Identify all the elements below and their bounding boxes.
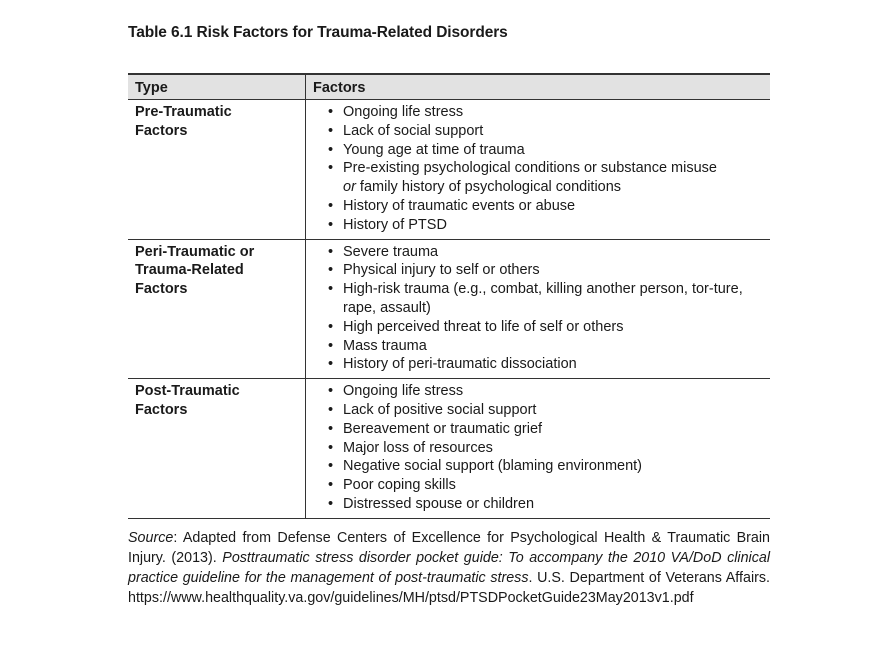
factor-item: • Ongoing life stress [328, 382, 763, 401]
factor-item: • High-risk trauma (e.g., combat, killing another person, tor-ture, rape, assault) [328, 280, 743, 318]
header-type: Type [128, 74, 306, 100]
factor-item: • History of peri-traumatic dissociation [328, 355, 763, 374]
factor-item [328, 159, 763, 197]
factor-item: • History of traumatic events or abuse [328, 197, 763, 216]
factor-item: • Mass trauma [328, 337, 763, 356]
factors-cell [306, 100, 771, 240]
factor-item: • Negative social support (blaming environment) [328, 457, 763, 476]
factor-list [313, 382, 763, 514]
type-label: Pre-Traumatic Factors [135, 104, 232, 139]
table-header-row [128, 74, 770, 100]
risk-factors-table [128, 73, 770, 519]
source-text: : Adapted from Defense Centers of Excellence for Psychological Health & Traumatic Brain Injury. (2013). [128, 530, 770, 566]
factor-item: • Distressed spouse or children [328, 495, 763, 514]
factor-list [313, 103, 763, 235]
factor-item: • History of PTSD [328, 216, 763, 235]
table-row-post-traumatic [128, 379, 770, 519]
factor-item: • Young age at time of trauma [328, 141, 763, 160]
source-label: Source [128, 530, 174, 546]
source-text-end: . U.S. Department of Veterans Affairs. https://www.healthquality.va.gov/guidelines/MH/ptsd/PTSDPocketGuide23May2013v1.pdf [128, 570, 770, 606]
factor-text: family history of psychological conditions [355, 179, 622, 196]
factor-item: • Physical injury to self or others [328, 261, 763, 280]
header-factors: Factors [306, 74, 771, 100]
factors-cell [306, 239, 771, 379]
factor-item: • Major loss of resources [328, 439, 763, 458]
factor-item: • Lack of social support [328, 122, 763, 141]
factor-item: • Severe trauma [328, 243, 763, 262]
table-row-pre-traumatic [128, 100, 770, 240]
type-cell [128, 239, 306, 379]
factor-list [313, 243, 763, 375]
factor-text: Pre-existing psychological conditions or substance misuse [343, 160, 717, 177]
factor-emphasis: or [343, 179, 356, 196]
source-citation [128, 528, 770, 608]
factors-cell [306, 379, 771, 519]
type-cell [128, 100, 306, 240]
type-cell [128, 379, 306, 519]
factor-item: • Ongoing life stress [328, 103, 763, 122]
type-label: Post-Traumatic Factors [135, 383, 240, 418]
type-label: Peri-Traumatic or Trauma-Related Factors [135, 243, 255, 298]
factor-item: • Poor coping skills [328, 476, 763, 495]
factor-item: • Bereavement or traumatic grief [328, 420, 763, 439]
table-row-peri-traumatic [128, 239, 770, 379]
table-title: Table 6.1 Risk Factors for Trauma-Related Disorders [128, 24, 508, 41]
factor-item: • High perceived threat to life of self or others [328, 318, 763, 337]
source-title: Posttraumatic stress disorder pocket guide: To accompany the 2010 VA/DoD clinical practice guideline for the management of post-traumatic stress [128, 550, 770, 586]
factor-item: • Lack of positive social support [328, 401, 763, 420]
